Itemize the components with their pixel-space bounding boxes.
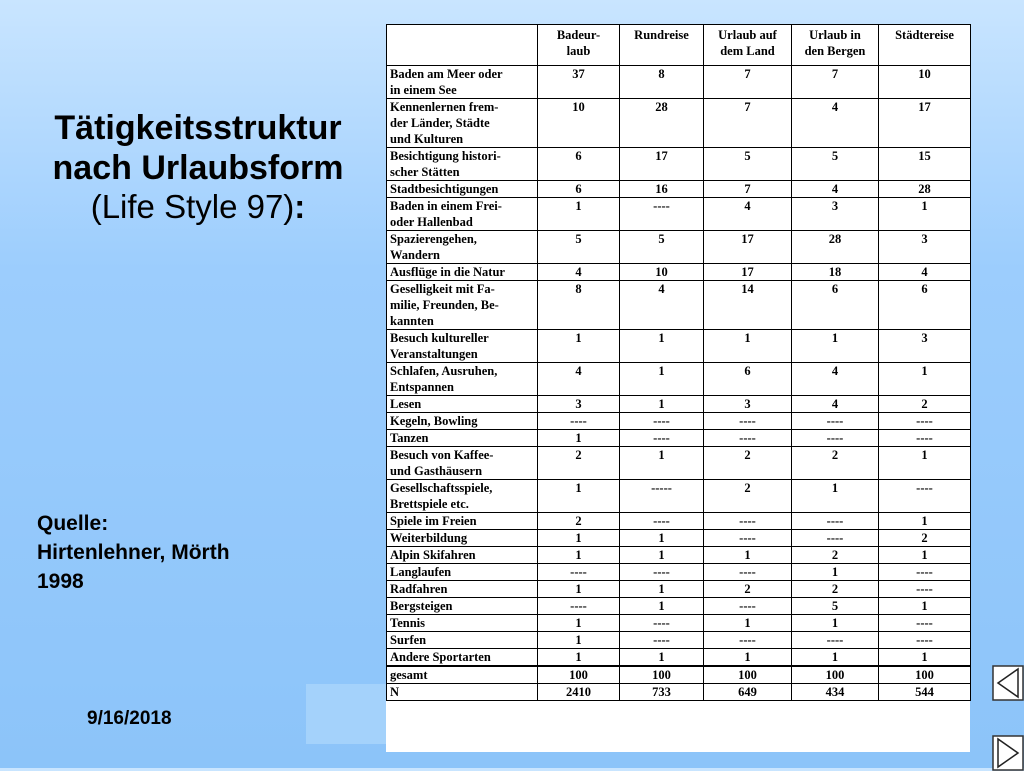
table-cell: 1	[538, 649, 620, 667]
table-cell: 1	[620, 396, 704, 413]
table-cell: 2	[792, 447, 879, 480]
table-cell: 544	[879, 684, 971, 701]
table-cell: 1	[704, 649, 792, 667]
table-cell: ----	[879, 581, 971, 598]
table-cell: 1	[704, 547, 792, 564]
table-cell: ----	[538, 598, 620, 615]
source-label: Quelle:	[37, 512, 109, 535]
row-label: gesamt	[387, 666, 538, 684]
table-cell: 6	[792, 281, 879, 330]
table-cell: 37	[538, 66, 620, 99]
table-cell: 4	[620, 281, 704, 330]
table-row	[387, 363, 971, 396]
activity-table-container	[386, 24, 970, 752]
table-cell: 16	[620, 181, 704, 198]
table-cell: ----	[620, 513, 704, 530]
table-cell: 2	[704, 581, 792, 598]
column-header: Urlaub auf dem Land	[704, 25, 792, 66]
table-cell: 1	[538, 430, 620, 447]
row-label: Besichtigung histori- scher Stätten	[387, 148, 538, 181]
row-label: Baden am Meer oder in einem See	[387, 66, 538, 99]
table-row	[387, 530, 971, 547]
table-cell: 4	[792, 181, 879, 198]
table-row	[387, 581, 971, 598]
table-cell: 7	[704, 99, 792, 148]
table-cell: 1	[620, 363, 704, 396]
table-cell: ----	[792, 632, 879, 649]
table-cell: 4	[792, 363, 879, 396]
table-cell: ----	[704, 413, 792, 430]
table-cell: ----	[879, 430, 971, 447]
table-cell: 4	[792, 396, 879, 413]
table-cell: 4	[879, 264, 971, 281]
table-cell: 17	[620, 148, 704, 181]
table-row	[387, 564, 971, 581]
table-cell: ----	[879, 564, 971, 581]
table-row	[387, 148, 971, 181]
title-line-2: nach Urlaubsform	[52, 149, 344, 188]
table-row	[387, 430, 971, 447]
row-label: Besuch von Kaffee- und Gasthäusern	[387, 447, 538, 480]
title-line-3	[18, 188, 378, 227]
table-cell: ----	[620, 430, 704, 447]
table-cell: 100	[792, 666, 879, 684]
table-cell: 4	[538, 264, 620, 281]
row-label: Langlaufen	[387, 564, 538, 581]
total-row	[387, 684, 971, 701]
table-cell: 1	[538, 581, 620, 598]
next-slide-button[interactable]	[992, 735, 1024, 771]
table-cell: 1	[620, 649, 704, 667]
row-label: Alpin Skifahren	[387, 547, 538, 564]
table-cell: 2	[879, 396, 971, 413]
table-row	[387, 480, 971, 513]
table-cell: 1	[620, 547, 704, 564]
header-corner	[387, 25, 538, 66]
table-cell: 17	[879, 99, 971, 148]
table-cell: 5	[620, 231, 704, 264]
table-row	[387, 231, 971, 264]
table-cell: 1	[879, 547, 971, 564]
table-cell: 5	[792, 598, 879, 615]
table-cell: 733	[620, 684, 704, 701]
table-row	[387, 264, 971, 281]
table-cell: -----	[620, 480, 704, 513]
table-cell: 1	[538, 480, 620, 513]
row-label: Kegeln, Bowling	[387, 413, 538, 430]
table-cell: ----	[704, 430, 792, 447]
table-row	[387, 447, 971, 480]
table-cell: 6	[538, 181, 620, 198]
table-cell: 1	[620, 598, 704, 615]
table-cell: 5	[538, 231, 620, 264]
table-cell: 1	[792, 480, 879, 513]
table-row	[387, 396, 971, 413]
table-cell: 2410	[538, 684, 620, 701]
table-cell: 1	[538, 198, 620, 231]
slide-title	[18, 108, 378, 227]
row-label: Schlafen, Ausruhen, Entspannen	[387, 363, 538, 396]
column-header: Städtereise	[879, 25, 971, 66]
table-cell: ----	[620, 413, 704, 430]
title-subtitle: (Life Style 97)	[90, 188, 295, 226]
table-cell: 1	[538, 530, 620, 547]
table-cell: ----	[704, 632, 792, 649]
row-label: Stadtbesichtigungen	[387, 181, 538, 198]
table-cell: 1	[792, 564, 879, 581]
table-cell: ----	[792, 530, 879, 547]
table-cell: 3	[792, 198, 879, 231]
table-row	[387, 198, 971, 231]
source-year: 1998	[37, 569, 84, 593]
row-label: N	[387, 684, 538, 701]
table-row	[387, 598, 971, 615]
table-cell: 6	[704, 363, 792, 396]
table-cell: 8	[538, 281, 620, 330]
table-cell: 1	[704, 330, 792, 363]
table-cell: 1	[620, 330, 704, 363]
table-cell: 7	[704, 66, 792, 99]
table-cell: 100	[704, 666, 792, 684]
table-cell: 6	[538, 148, 620, 181]
table-cell: 2	[538, 447, 620, 480]
table-cell: 3	[538, 396, 620, 413]
table-header-row	[387, 25, 971, 66]
table-row	[387, 649, 971, 667]
table-cell: 10	[538, 99, 620, 148]
table-cell: 18	[792, 264, 879, 281]
table-cell: 4	[704, 198, 792, 231]
table-cell: 100	[620, 666, 704, 684]
table-cell: 7	[792, 66, 879, 99]
table-cell: 5	[792, 148, 879, 181]
table-cell: 100	[879, 666, 971, 684]
footer-patch	[306, 684, 390, 744]
row-label: Weiterbildung	[387, 530, 538, 547]
table-cell: ----	[879, 632, 971, 649]
table-row	[387, 181, 971, 198]
table-cell: 1	[792, 615, 879, 632]
slide-date: 9/16/2018	[87, 708, 172, 729]
table-cell: 3	[879, 231, 971, 264]
source-authors: Hirtenlehner, Mörth	[37, 540, 230, 564]
table-cell: 2	[704, 447, 792, 480]
row-label: Ausflüge in die Natur	[387, 264, 538, 281]
table-cell: 2	[704, 480, 792, 513]
column-header: Rundreise	[620, 25, 704, 66]
table-cell: ----	[792, 430, 879, 447]
table-cell: 15	[879, 148, 971, 181]
table-cell: 2	[792, 581, 879, 598]
table-cell: 1	[620, 581, 704, 598]
table-cell: ----	[620, 198, 704, 231]
row-label: Lesen	[387, 396, 538, 413]
table-row	[387, 413, 971, 430]
row-label: Geselligkeit mit Fa- milie, Freunden, Be- kannten	[387, 281, 538, 330]
table-cell: ----	[620, 615, 704, 632]
row-label: Surfen	[387, 632, 538, 649]
table-cell: 1	[879, 447, 971, 480]
table-cell: 3	[879, 330, 971, 363]
table-body	[387, 66, 971, 701]
table-row	[387, 513, 971, 530]
row-label: Gesellschaftsspiele, Brettspiele etc.	[387, 480, 538, 513]
table-cell: ----	[792, 413, 879, 430]
table-cell: ----	[620, 632, 704, 649]
table-cell: 17	[704, 231, 792, 264]
table-cell: 10	[620, 264, 704, 281]
table-cell: 28	[620, 99, 704, 148]
table-cell: 1	[879, 513, 971, 530]
table-cell: 1	[704, 615, 792, 632]
row-label: Kennenlernen frem- der Länder, Städte und Kulturen	[387, 99, 538, 148]
table-row	[387, 99, 971, 148]
table-cell: 14	[704, 281, 792, 330]
table-cell: 4	[538, 363, 620, 396]
table-cell: 1	[792, 649, 879, 667]
table-cell: 1	[620, 530, 704, 547]
table-cell: 1	[879, 198, 971, 231]
table-cell: 1	[879, 649, 971, 667]
total-row	[387, 666, 971, 684]
row-label: Radfahren	[387, 581, 538, 598]
row-label: Bergsteigen	[387, 598, 538, 615]
column-header: Badeur- laub	[538, 25, 620, 66]
table-cell: ----	[620, 564, 704, 581]
table-row	[387, 330, 971, 363]
table-cell: 2	[538, 513, 620, 530]
table-cell: 1	[538, 547, 620, 564]
row-label: Tennis	[387, 615, 538, 632]
table-row	[387, 547, 971, 564]
table-cell: 1	[538, 632, 620, 649]
table-cell: ----	[704, 564, 792, 581]
table-cell: 8	[620, 66, 704, 99]
title-line-1: Tätigkeitsstruktur	[54, 109, 342, 147]
table-cell: 1	[879, 363, 971, 396]
table-row	[387, 615, 971, 632]
table-cell: 2	[792, 547, 879, 564]
table-cell: ----	[792, 513, 879, 530]
table-cell: 28	[792, 231, 879, 264]
table-row	[387, 66, 971, 99]
table-cell: 1	[879, 598, 971, 615]
table-cell: 2	[879, 530, 971, 547]
table-cell: 28	[879, 181, 971, 198]
table-cell: 434	[792, 684, 879, 701]
table-cell: ----	[879, 615, 971, 632]
row-label: Spazierengehen, Wandern	[387, 231, 538, 264]
table-cell: 1	[792, 330, 879, 363]
table-cell: ----	[538, 413, 620, 430]
table-cell: 1	[620, 447, 704, 480]
table-cell: 10	[879, 66, 971, 99]
table-cell: ----	[879, 413, 971, 430]
prev-slide-button[interactable]	[992, 665, 1024, 701]
row-label: Besuch kultureller Veranstaltungen	[387, 330, 538, 363]
table-cell: ----	[704, 598, 792, 615]
table-cell: ----	[538, 564, 620, 581]
title-colon: :	[294, 188, 306, 226]
source-block	[37, 510, 297, 597]
table-cell: 3	[704, 396, 792, 413]
table-cell: 1	[538, 615, 620, 632]
table-cell: 649	[704, 684, 792, 701]
table-cell: 100	[538, 666, 620, 684]
row-label: Tanzen	[387, 430, 538, 447]
table-cell: 6	[879, 281, 971, 330]
row-label: Spiele im Freien	[387, 513, 538, 530]
table-cell: 1	[538, 330, 620, 363]
row-label: Andere Sportarten	[387, 649, 538, 667]
activity-table	[386, 24, 971, 701]
table-cell: ----	[879, 480, 971, 513]
table-cell: 7	[704, 181, 792, 198]
table-cell: ----	[704, 530, 792, 547]
table-cell: 17	[704, 264, 792, 281]
table-cell: ----	[704, 513, 792, 530]
table-row	[387, 632, 971, 649]
table-cell: 5	[704, 148, 792, 181]
column-header: Urlaub in den Bergen	[792, 25, 879, 66]
row-label: Baden in einem Frei- oder Hallenbad	[387, 198, 538, 231]
table-cell: 4	[792, 99, 879, 148]
table-row	[387, 281, 971, 330]
